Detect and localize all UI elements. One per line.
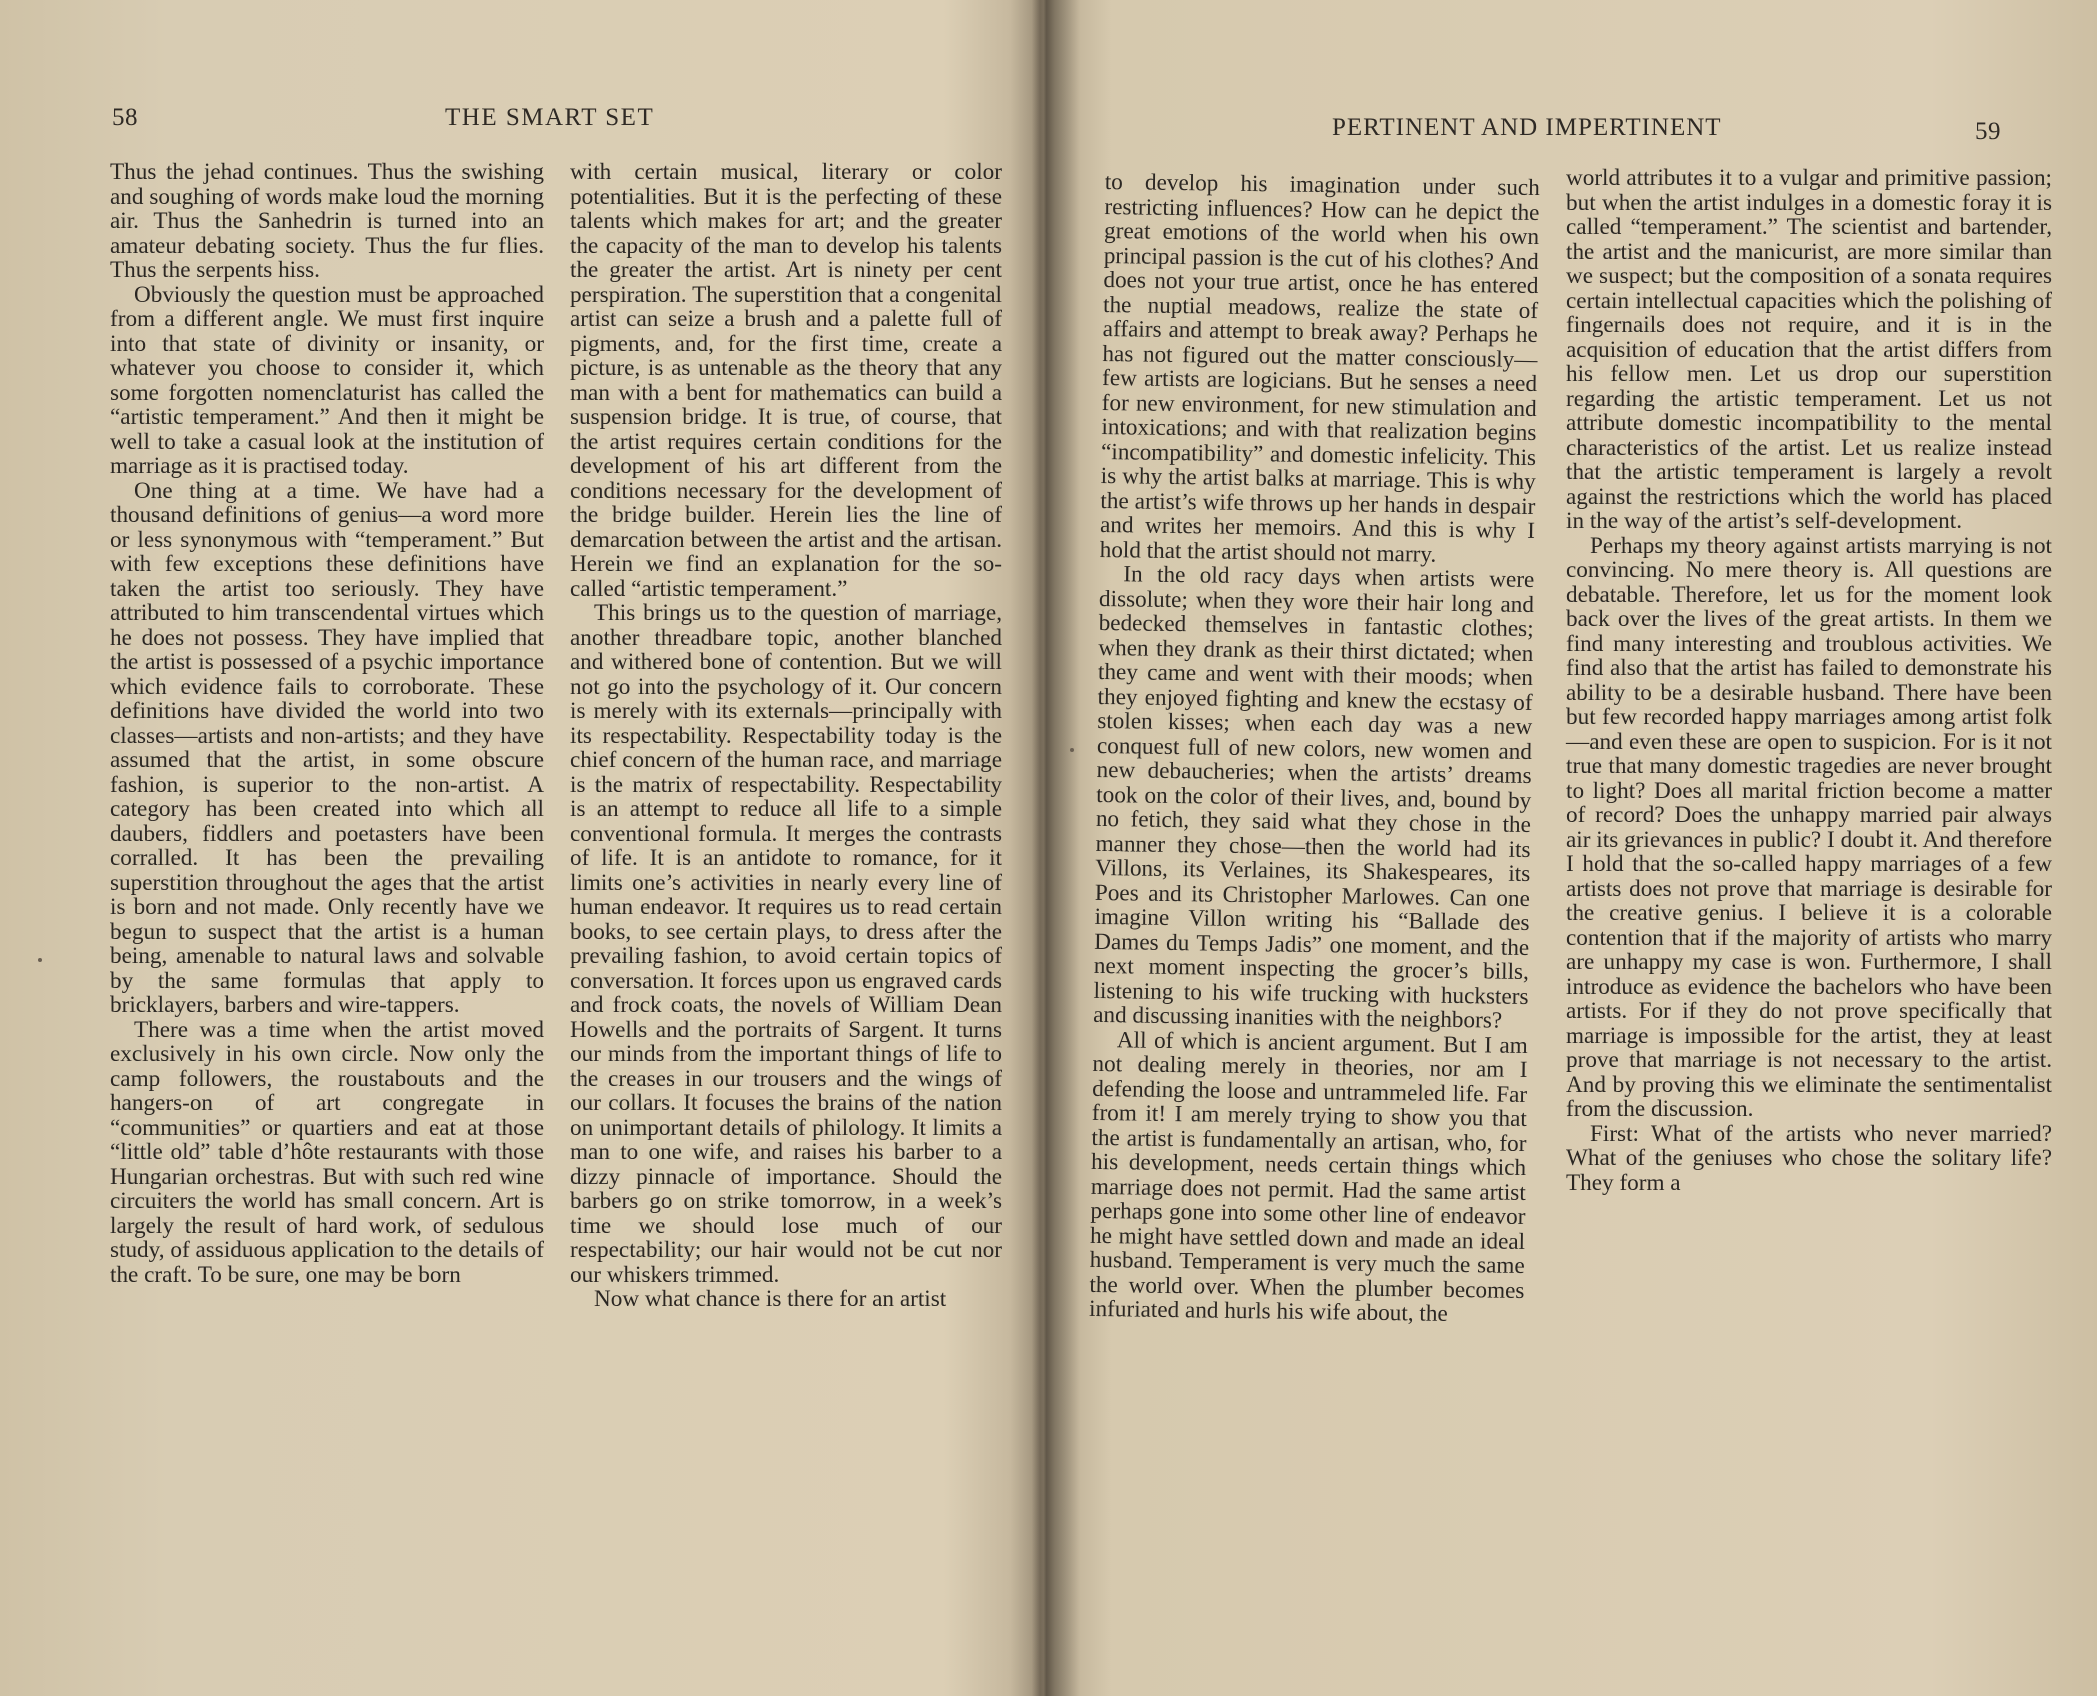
paragraph: Perhaps my theory against artists marrying is not convincing. No mere theory is. All questions are debatable. Therefore, let us for the moment look back over the lives of the great artists. In them we find many interesting and troublous activities. We find also that the artist has failed to demonstrate his ability to be a desirable husband. There have been but few recorded happy marriages among artist folk—and even these are open to suspicion. For is it not true that many domestic tragedies are never brought to light? Does all marital friction become a matter of record? Does the unhappy married pair always air its grievances in public? I doubt it. And therefore I hold that the so-called happy marriages of a few artists does not prove that marriage is desirable for the creative genius. I believe it is a colorable contention that if the majority of artists who marry are unhappy my case is won. Furthermore, I shall introduce as evidence the bachelors who have been artists. For if they do not prove specifically that marriage is impossible for the artist, they at least prove that marriage is not necessary to the artist. And by proving this we eliminate the sentimentalist from the discussion. [1566,532,2052,1122]
paragraph: with certain musical, literary or color potentialities. But it is the perfecting of these talents which makes for art; and the greater the capacity of the man to develop his talents the greater the artist. Art is ninety per cent perspiration. The superstition that a congenital artist can seize a brush and a palette full of pigments, and, for the first time, create a picture, is as untenable as the theory that any man with a bent for mathematics can build a suspension bridge. It is true, of course, that the artist requires certain conditions for the development of his art different from the conditions necessary for the development of the bridge builder. Herein lies the line of demarcation between the artist and the artisan. Herein we find an explanation for the so-called “artistic temperament.” [570,159,1002,602]
paragraph: to develop his imagination under such restricting influences? How can he depict the great emotions of the world when his own principal passion is the cut of his clothes? And does not your true artist, once he has entered the nuptial meadows, realize the state of affairs and attempt to break away? Perhaps he has not figured out the matter consciously—few artists are logicians. But he senses a need for new environment, for new stimulation and intoxications; and with that realization begins “incompatibility” and domestic infelicity. This is why the artist balks at marriage. This is why the artist’s wife throws up her hands in despair and writes her memoirs. And this is why I hold that the artist should not marry. [1099,169,1540,568]
right-page [1050,0,2097,1696]
paragraph: world attributes it to a vulgar and primitive passion; but when the artist indulges in a domestic foray it is called “temperament.” The scientist and bartender, the artist and the manicurist, are more similar than we suspect; but the composition of a sonata requires certain intellectual capacities which the polishing of fingernails does not require, and it is in the acquisition of education that the artist differs from his fellow men. Let us drop our superstition regarding the artistic temperament. Let us not attribute domestic incompatibility to the mental characteristics of the artist. Let us realize instead that the artistic temperament is largely a revolt against the restrictions which the world has placed in the way of the artist’s self-development. [1566,165,2052,534]
paragraph: Now what chance is there for an artist [594,1286,947,1312]
paragraph: This brings us to the question of marriage, another threadbare topic, another blanched and withered bone of contention. But we will not go into the psychology of it. Our concern is merely with its externals—principally with its respectability. Respectability today is the chief concern of the human race, and marriage is the matrix of respectability. Respectability is an attempt to reduce all life to a simple conventional formula. It merges the contrasts of life. It is an antidote to romance, for it limits one’s activities in nearly every line of human endeavor. It requires us to read certain books, to see certain plays, to dress after the prevailing fashion, to avoid certain topics of conversation. It forces upon us engraved cards and frock coats, the novels of William Dean Howells and the portraits of Sargent. It turns our minds from the important things of life to the creases in our trousers and the wings of our collars. It focuses the brains of the nation on unimportant details of philology. It limits a man to one wife, and raises his barber to a dizzy pinnacle of importance. Should the barbers go on strike tomorrow, in a week’s time we should lose much of our respectability; our hair would not be cut nor our whiskers trimmed. [570,600,1002,1288]
ink-speck [38,958,42,962]
paragraph: Obviously the question must be approached from a different angle. We must first inquire into that state of divinity or insanity, or whatever you choose to consider it, which some forgotten nomenclaturist has called the “artistic temperament.” And then it might be well to take a casual look at the institution of marriage as it is practised today. [110,281,544,479]
paragraph: All of which is ancient argument. But I am not dealing merely in theories, nor am I defending the loose and untrammeled life. Far from it! I am merely trying to show you that the artist is fundamentally an artisan, who, for his development, needs certain things which marriage does not permit. Had the same artist perhaps gone into some other line of endeavor he might have settled down and made an ideal husband. Temperament is very much the same the world over. When the plumber becomes infuriated and hurls his wife about, the [1088,1026,1528,1327]
paragraph: In the old racy days when artists were dissolute; when they wore their hair long and bedecked themselves in fantastic clothes; when they drank as their thirst dictated; when they came and went with their moods; when they enjoyed fighting and knew the ecstasy of stolen kisses; when each day was a new conquest full of new colors, new women and new debaucheries; when the artists’ dreams took on the color of their lives, and, bound by no fetich, they said what they chose in the manner they chose—then the world had its Villons, its Verlaines, its Shakespeares, its Poes and its Christopher Marlowes. Can one imagine Villon writing his “Ballade des Dames du Temps Jadis” one moment, and the next moment inspecting the grocer’s bills, listening to his wife trucking with hucksters and discussing inanities with the neighbors? [1093,561,1535,1034]
running-head: PERTINENT AND IMPERTINENT [1332,114,1722,141]
text-column-1 [1089,170,1540,1327]
page-number: 59 [1975,118,2001,145]
text-column-1 [110,160,544,1287]
paragraph: There was a time when the artist moved exclusively in his own circle. Now only the camp followers, the roustabouts and the hangers-on of art congregate in “communities” or quartiers and eat at those “little old” table d’hôte restaurants with those Hungarian orchestras. But with such red wine circuiters the world has small concern. Art is largely the result of hard work, of sedulous study, of assiduous application to the details of the craft. To be sure, one may be born [110,1016,544,1288]
paragraph: First: What of the artists who never married? What of the geniuses who chose the solitary life? They form a [1566,1120,2052,1196]
text-column-2 [570,160,1002,1312]
running-head: THE SMART SET [445,104,655,131]
text-column-2 [1566,166,2052,1195]
left-page [0,0,1030,1696]
ink-speck [1070,748,1074,752]
page-number: 58 [112,104,138,131]
paragraph: One thing at a time. We have had a thousand definitions of genius—a word more or less synonymous with “temperament.” But with few exceptions these definitions have taken the artist too seriously. They have attributed to him transcendental virtues which he does not possess. They have implied that the artist is possessed of a psychic importance which evidence fails to corroborate. These definitions have divided the world into two classes—artists and non-artists; and they have assumed that the artist, in some obscure fashion, is superior to the non-artist. A category has been created into which all daubers, fiddlers and poetasters have been corralled. It has been the prevailing superstition throughout the ages that the artist is born and not made. Only recently have we begun to suspect that the artist is a human being, amenable to natural laws and solvable by the same formulas that apply to bricklayers, barbers and wire-tappers. [110,477,544,1018]
paragraph: Thus the jehad continues. Thus the swishing and soughing of words make loud the morning air. Thus the Sanhedrin is turned into an amateur debating society. Thus the fur flies. Thus the serpents hiss. [110,159,544,283]
